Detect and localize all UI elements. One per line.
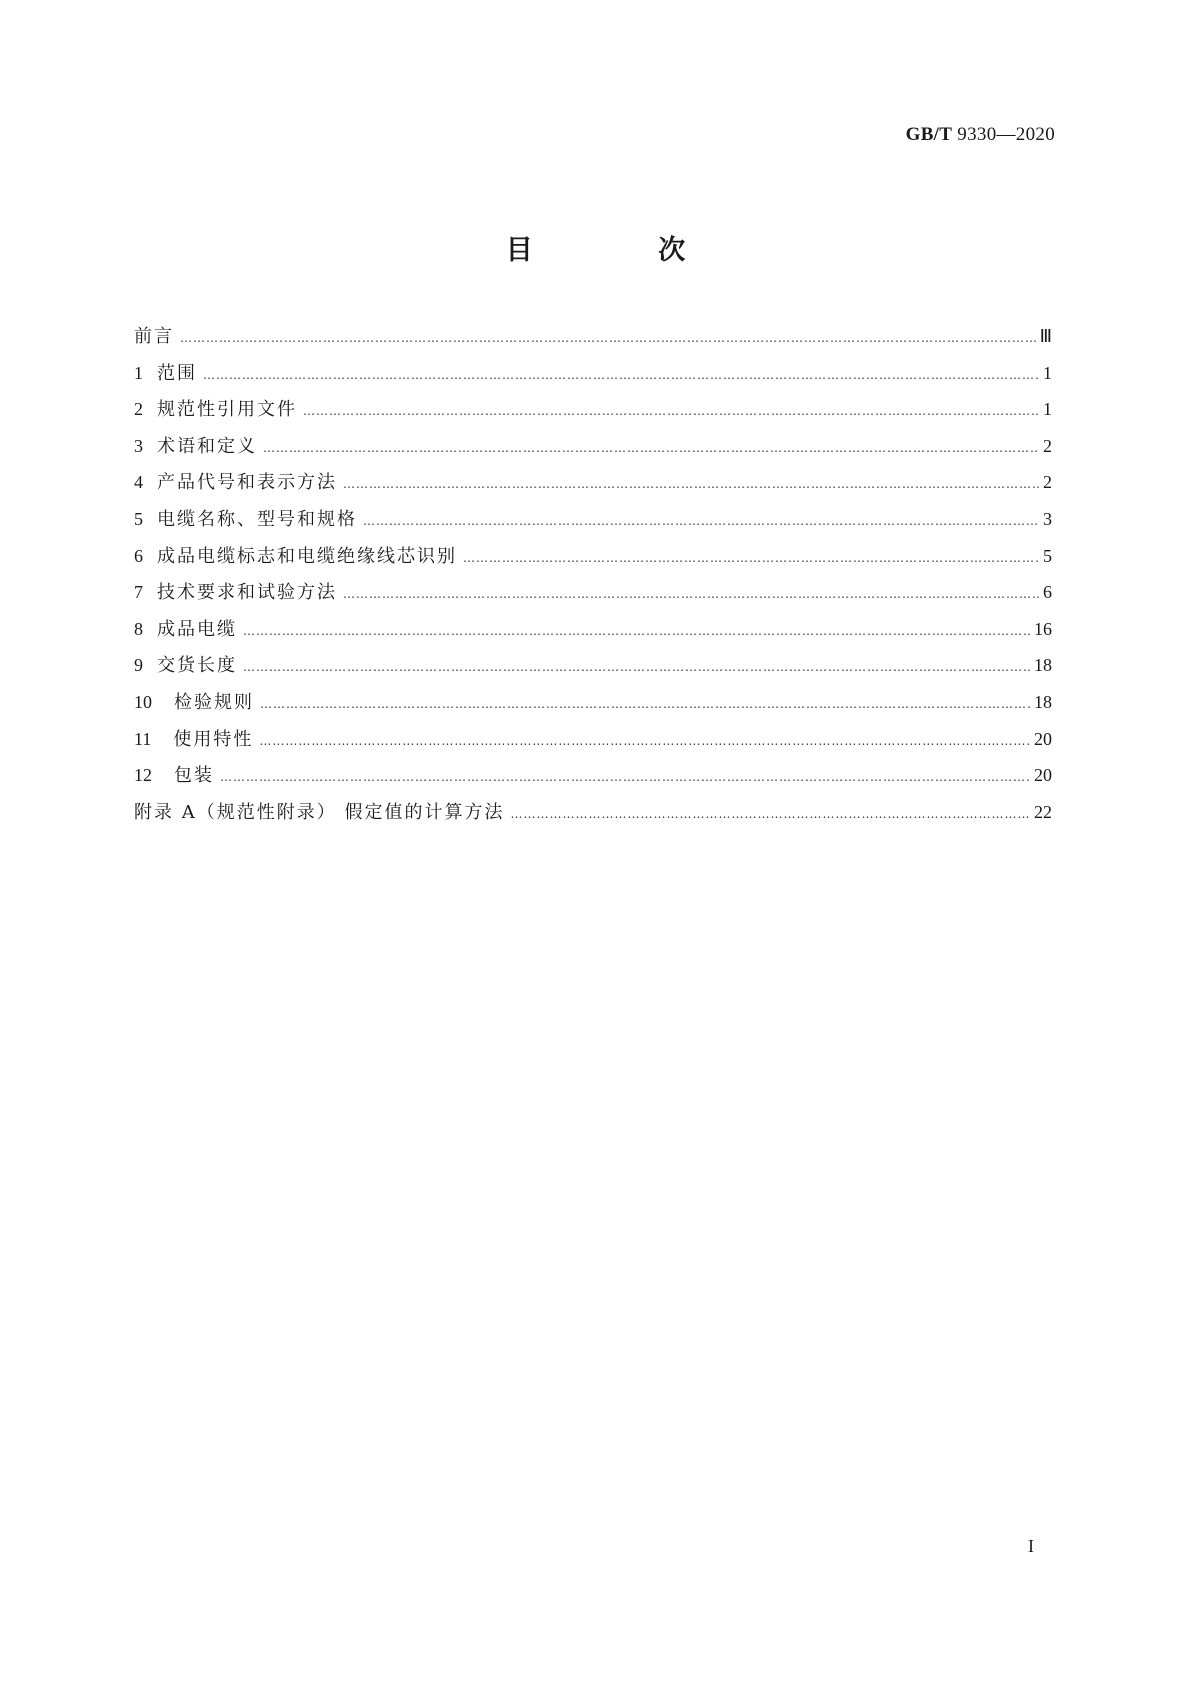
toc-dot-leader	[510, 803, 1030, 825]
toc-entry-title: 范围	[157, 362, 197, 384]
toc-entry-page: Ⅲ	[1039, 326, 1052, 346]
toc-entry-page: 18	[1034, 655, 1052, 676]
toc-entry-page: 6	[1043, 582, 1052, 603]
toc-entry-number: 4	[134, 472, 143, 493]
toc-entry-title: 技术要求和试验方法	[157, 582, 337, 604]
toc-entry-page: 22	[1034, 801, 1052, 822]
toc-entry[interactable]	[134, 435, 1052, 472]
toc-entry-page: 5	[1043, 545, 1052, 566]
toc-entry[interactable]	[134, 728, 1052, 765]
toc-entry[interactable]	[134, 398, 1052, 435]
toc-entry-title: 产品代号和表示方法	[157, 472, 337, 494]
toc-entry[interactable]	[134, 618, 1052, 655]
toc-dot-leader	[463, 547, 1039, 569]
toc-entry-title: 术语和定义	[157, 435, 257, 457]
toc-entry-number: 9	[134, 655, 143, 676]
page-number: I	[1028, 1536, 1034, 1556]
toc-entry[interactable]	[134, 654, 1052, 691]
toc-entry-title: 电缆名称、型号和规格	[157, 508, 357, 530]
toc-entry-number: 11	[134, 728, 152, 749]
standard-prefix: GB/T	[905, 124, 953, 145]
toc-entry-page: 3	[1043, 508, 1052, 529]
toc-dot-leader	[243, 620, 1030, 642]
toc-entry-title: 交货长度	[157, 655, 237, 677]
toc-entry[interactable]	[134, 362, 1052, 399]
toc-entry-page: 20	[1034, 765, 1052, 786]
table-of-contents	[134, 325, 1052, 837]
standard-number: 9330—2020	[957, 124, 1055, 145]
toc-dot-leader	[260, 693, 1030, 715]
toc-entry-title: 成品电缆	[157, 618, 237, 640]
toc-entry[interactable]	[134, 471, 1052, 508]
toc-entry-number: 8	[134, 618, 143, 639]
toc-entry-number: 2	[134, 399, 143, 420]
toc-dot-leader	[343, 473, 1039, 495]
toc-entry-page: 16	[1034, 618, 1052, 639]
toc-entry-title: 前言	[134, 326, 174, 347]
toc-dot-leader	[220, 766, 1030, 788]
toc-dot-leader	[180, 327, 1036, 349]
toc-dot-leader	[343, 583, 1039, 605]
toc-entry-number: 10	[134, 691, 152, 712]
toc-entry-title: 规范性引用文件	[157, 399, 297, 421]
toc-dot-leader	[259, 730, 1030, 752]
toc-entry-number: 12	[134, 765, 152, 786]
toc-dot-leader	[363, 510, 1039, 532]
toc-entry-page: 2	[1043, 472, 1052, 493]
toc-entry-title: 包装	[174, 765, 214, 787]
toc-entry-number: 6	[134, 545, 143, 566]
toc-entry[interactable]	[134, 764, 1052, 801]
toc-entry-number: 7	[134, 582, 143, 603]
page-title: 目 次	[505, 235, 744, 266]
toc-entry-title: 检验规则	[174, 691, 254, 713]
toc-entry[interactable]	[134, 801, 1052, 838]
toc-dot-leader	[203, 364, 1039, 386]
toc-entry-title: 附录 A（规范性附录） 假定值的计算方法	[134, 801, 505, 823]
toc-entry[interactable]	[134, 508, 1052, 545]
toc-entry-page: 20	[1034, 728, 1052, 749]
toc-entry-number: 3	[134, 435, 143, 456]
toc-dot-leader	[243, 656, 1030, 678]
toc-entry[interactable]	[134, 691, 1052, 728]
toc-dot-leader	[263, 437, 1039, 459]
toc-entry-page: 18	[1034, 691, 1052, 712]
toc-entry-page: 1	[1043, 399, 1052, 420]
toc-dot-leader	[303, 400, 1039, 422]
toc-entry[interactable]	[134, 581, 1052, 618]
toc-entry-title: 成品电缆标志和电缆绝缘线芯识别	[157, 545, 457, 567]
standard-code	[906, 124, 1055, 146]
toc-entry-number: 5	[134, 508, 143, 529]
toc-entry[interactable]	[134, 325, 1052, 362]
toc-entry-title: 使用特性	[173, 728, 254, 750]
toc-entry-page: 1	[1043, 362, 1052, 383]
toc-entry-number: 1	[134, 362, 143, 383]
toc-entry-page: 2	[1043, 435, 1052, 456]
toc-entry[interactable]	[134, 545, 1052, 582]
